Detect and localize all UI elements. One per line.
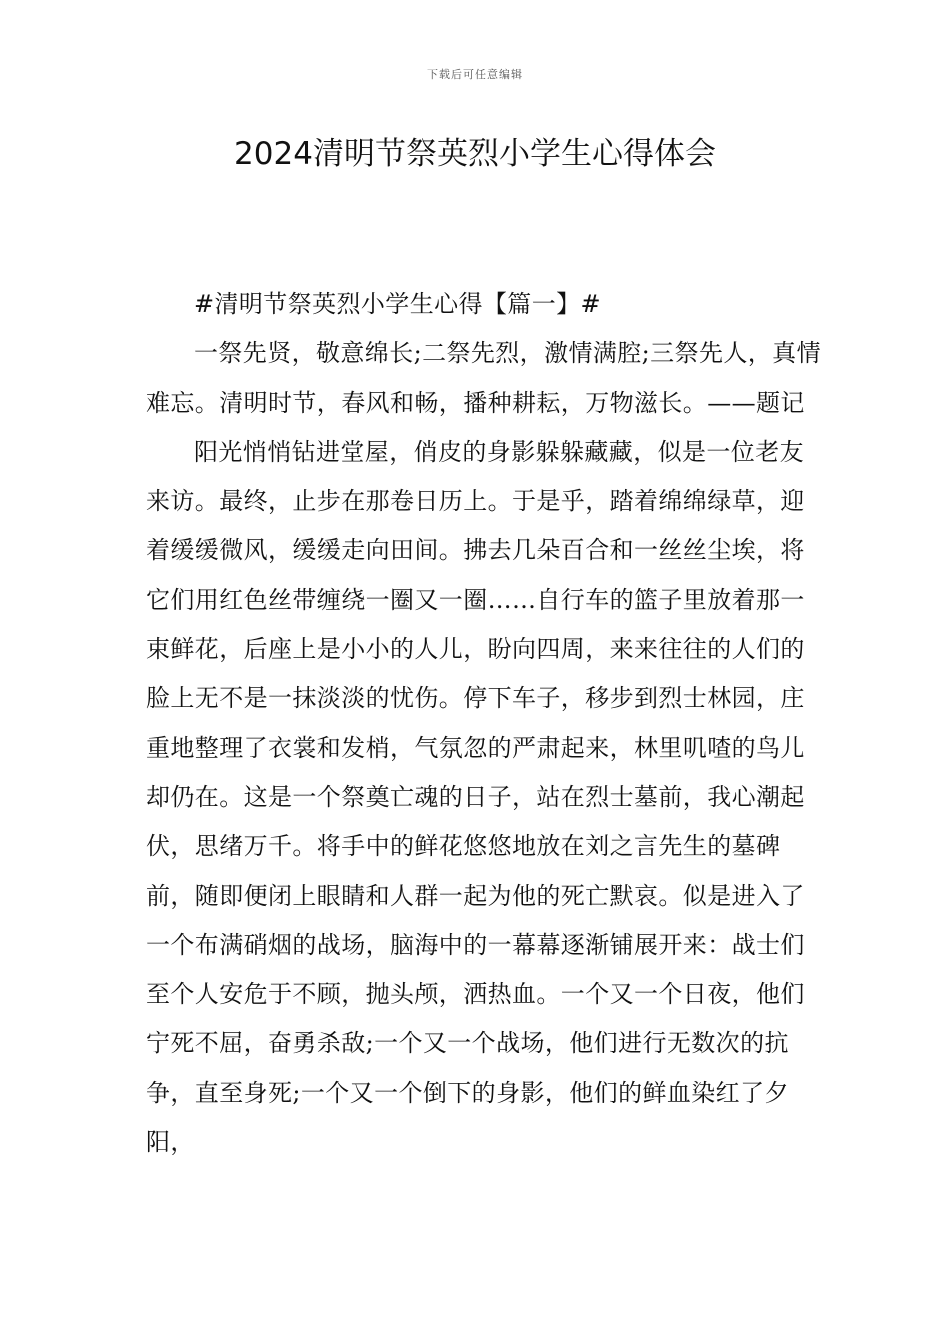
download-note: 下载后可任意编辑 xyxy=(427,68,523,81)
body-paragraph: 阳光悄悄钻进堂屋，俏皮的身影躲躲藏藏，似是一位老友来访。最终，止步在那卷日历上。于是乎，踏着绵绵绿草，迎着缓缓微风，缓缓走向田间。拂去几朵百合和一丝丝尘埃，将它们用红色丝带缠绕一圈又一圈……自行车的篮子里放着那一束鲜花，后座上是小小的人儿，盼向四周，来来往往的人们的脸上无不是一抹淡淡的忧伤。停下车子，移步到烈士林园，庄重地整理了衣裳和发梢，气氛忽的严肃起来，林里叽喳的鸟儿却仍在。这是一个祭奠亡魂的日子，站在烈士墓前，我心潮起伏，思绪万千。将手中的鲜花悠悠地放在刘之言先生的墓碑前，随即便闭上眼睛和人群一起为他的死亡默哀。似是进入了一个布满硝烟的战场，脑海中的一幕幕逐渐铺展开来：战士们至个人安危于不顾，抛头颅，洒热血。一个又一个日夜，他们宁死不屈，奋勇杀敌;一个又一个战场，他们进行无数次的抗争，直至身死;一个又一个倒下的身影，他们的鲜血染红了夕阳， xyxy=(146,437,805,1157)
document-body xyxy=(146,280,826,1167)
section-heading: #清明节祭英烈小学生心得【篇一】# xyxy=(194,290,602,318)
document-title: 2024清明节祭英烈小学生心得体会 xyxy=(234,136,716,172)
epigraph-paragraph: 一祭先贤，敬意绵长;二祭先烈，激情满腔;三祭先人，真情难忘。清明时节，春风和畅，播种耕耘，万物滋长。——题记 xyxy=(146,339,821,417)
